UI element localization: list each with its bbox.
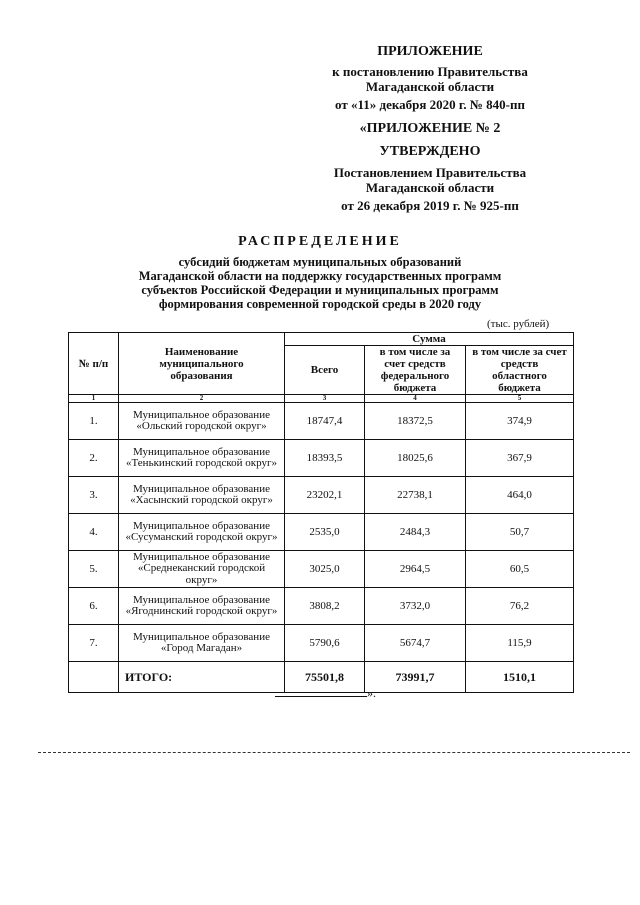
title-line-4: формирования современной городской среды в 2020 году [158,297,482,311]
table-row [69,477,574,514]
table-row [69,588,574,625]
totals-total: 75501,8 [285,662,365,693]
row-regional: 60,5 [466,551,574,588]
table-row [69,551,574,588]
column-numbers-row [69,395,574,403]
appendix-label: ПРИЛОЖЕНИЕ [377,44,483,59]
subsidy-table [68,332,574,693]
row-total: 18393,5 [285,440,365,477]
col-header-name: Наименование муниципального образования [119,333,285,395]
table-row [69,440,574,477]
row-total: 2535,0 [285,514,365,551]
appendix-header [290,44,570,112]
row-regional: 50,7 [466,514,574,551]
col-number: 3 [285,395,365,403]
row-total: 3025,0 [285,551,365,588]
title-line-3: субъектов Российской Федерации и муниципальных программ [141,283,499,297]
row-regional: 76,2 [466,588,574,625]
approval-header [290,121,570,213]
totals-regional: 1510,1 [466,662,574,693]
totals-num-cell [69,662,119,693]
table-row [69,625,574,662]
row-name: Муниципальное образование «Хасынский городской округ» [119,477,285,514]
title-line-2: Магаданской области на поддержку государственных программ [138,269,502,283]
signature-line [275,686,367,697]
row-num: 6. [69,588,119,625]
document-title [70,234,570,311]
row-regional: 367,9 [466,440,574,477]
row-name: Муниципальное образование «Сусуманский городской округ» [119,514,285,551]
col-header-regional: в том числе за счет средств областного бюджета [466,346,574,395]
resolution-date-number: от «11» декабря 2020 г. № 840-пп [335,97,525,112]
approving-resolution: Постановлением Правительства [333,165,527,180]
row-num: 1. [69,403,119,440]
row-federal: 2964,5 [365,551,466,588]
row-name: Муниципальное образование «Ягоднинский городской округ» [119,588,285,625]
region-name: Магаданской области [365,79,495,94]
row-regional: 115,9 [466,625,574,662]
closing-mark [275,686,376,701]
row-total: 23202,1 [285,477,365,514]
totals-federal: 73991,7 [365,662,466,693]
col-number: 2 [119,395,285,403]
col-header-sum: Сумма [285,333,574,346]
units-label: (тыс. рублей) [487,318,550,330]
row-total: 5790,6 [285,625,365,662]
row-name: Муниципальное образование «Город Магадан» [119,625,285,662]
closing-quote: ». [367,686,376,700]
row-num: 4. [69,514,119,551]
row-federal: 18372,5 [365,403,466,440]
row-num: 7. [69,625,119,662]
row-federal: 18025,6 [365,440,466,477]
row-name: Муниципальное образование «Ольский городской округ» [119,403,285,440]
row-regional: 464,0 [466,477,574,514]
col-number: 4 [365,395,466,403]
page-divider [38,752,630,753]
row-federal: 5674,7 [365,625,466,662]
row-federal: 22738,1 [365,477,466,514]
row-regional: 374,9 [466,403,574,440]
approved-label: УТВЕРЖДЕНО [379,144,481,159]
row-num: 3. [69,477,119,514]
table-row [69,514,574,551]
row-total: 3808,2 [285,588,365,625]
col-header-federal: в том числе за счет средств федерального бюджета [365,346,466,395]
row-federal: 2484,3 [365,514,466,551]
row-name: Муниципальное образование «Среднеканский городской округ» [119,551,285,588]
approving-date-number: от 26 декабря 2019 г. № 925-пп [341,198,519,213]
col-number: 5 [466,395,574,403]
row-federal: 3732,0 [365,588,466,625]
title-line-1: субсидий бюджетам муниципальных образований [178,255,462,269]
col-header-total: Всего [285,346,365,395]
row-name: Муниципальное образование «Тенькинский городской округ» [119,440,285,477]
row-num: 5. [69,551,119,588]
title-heading: РАСПРЕДЕЛЕНИЕ [238,234,402,249]
row-num: 2. [69,440,119,477]
totals-label: ИТОГО: [119,662,285,693]
appendix2-label: «ПРИЛОЖЕНИЕ № 2 [359,121,501,136]
approving-region: Магаданской области [365,180,495,195]
row-total: 18747,4 [285,403,365,440]
col-number: 1 [69,395,119,403]
table-row [69,403,574,440]
resolution-ref: к постановлению Правительства [332,64,528,79]
col-header-num: № п/п [69,333,119,395]
